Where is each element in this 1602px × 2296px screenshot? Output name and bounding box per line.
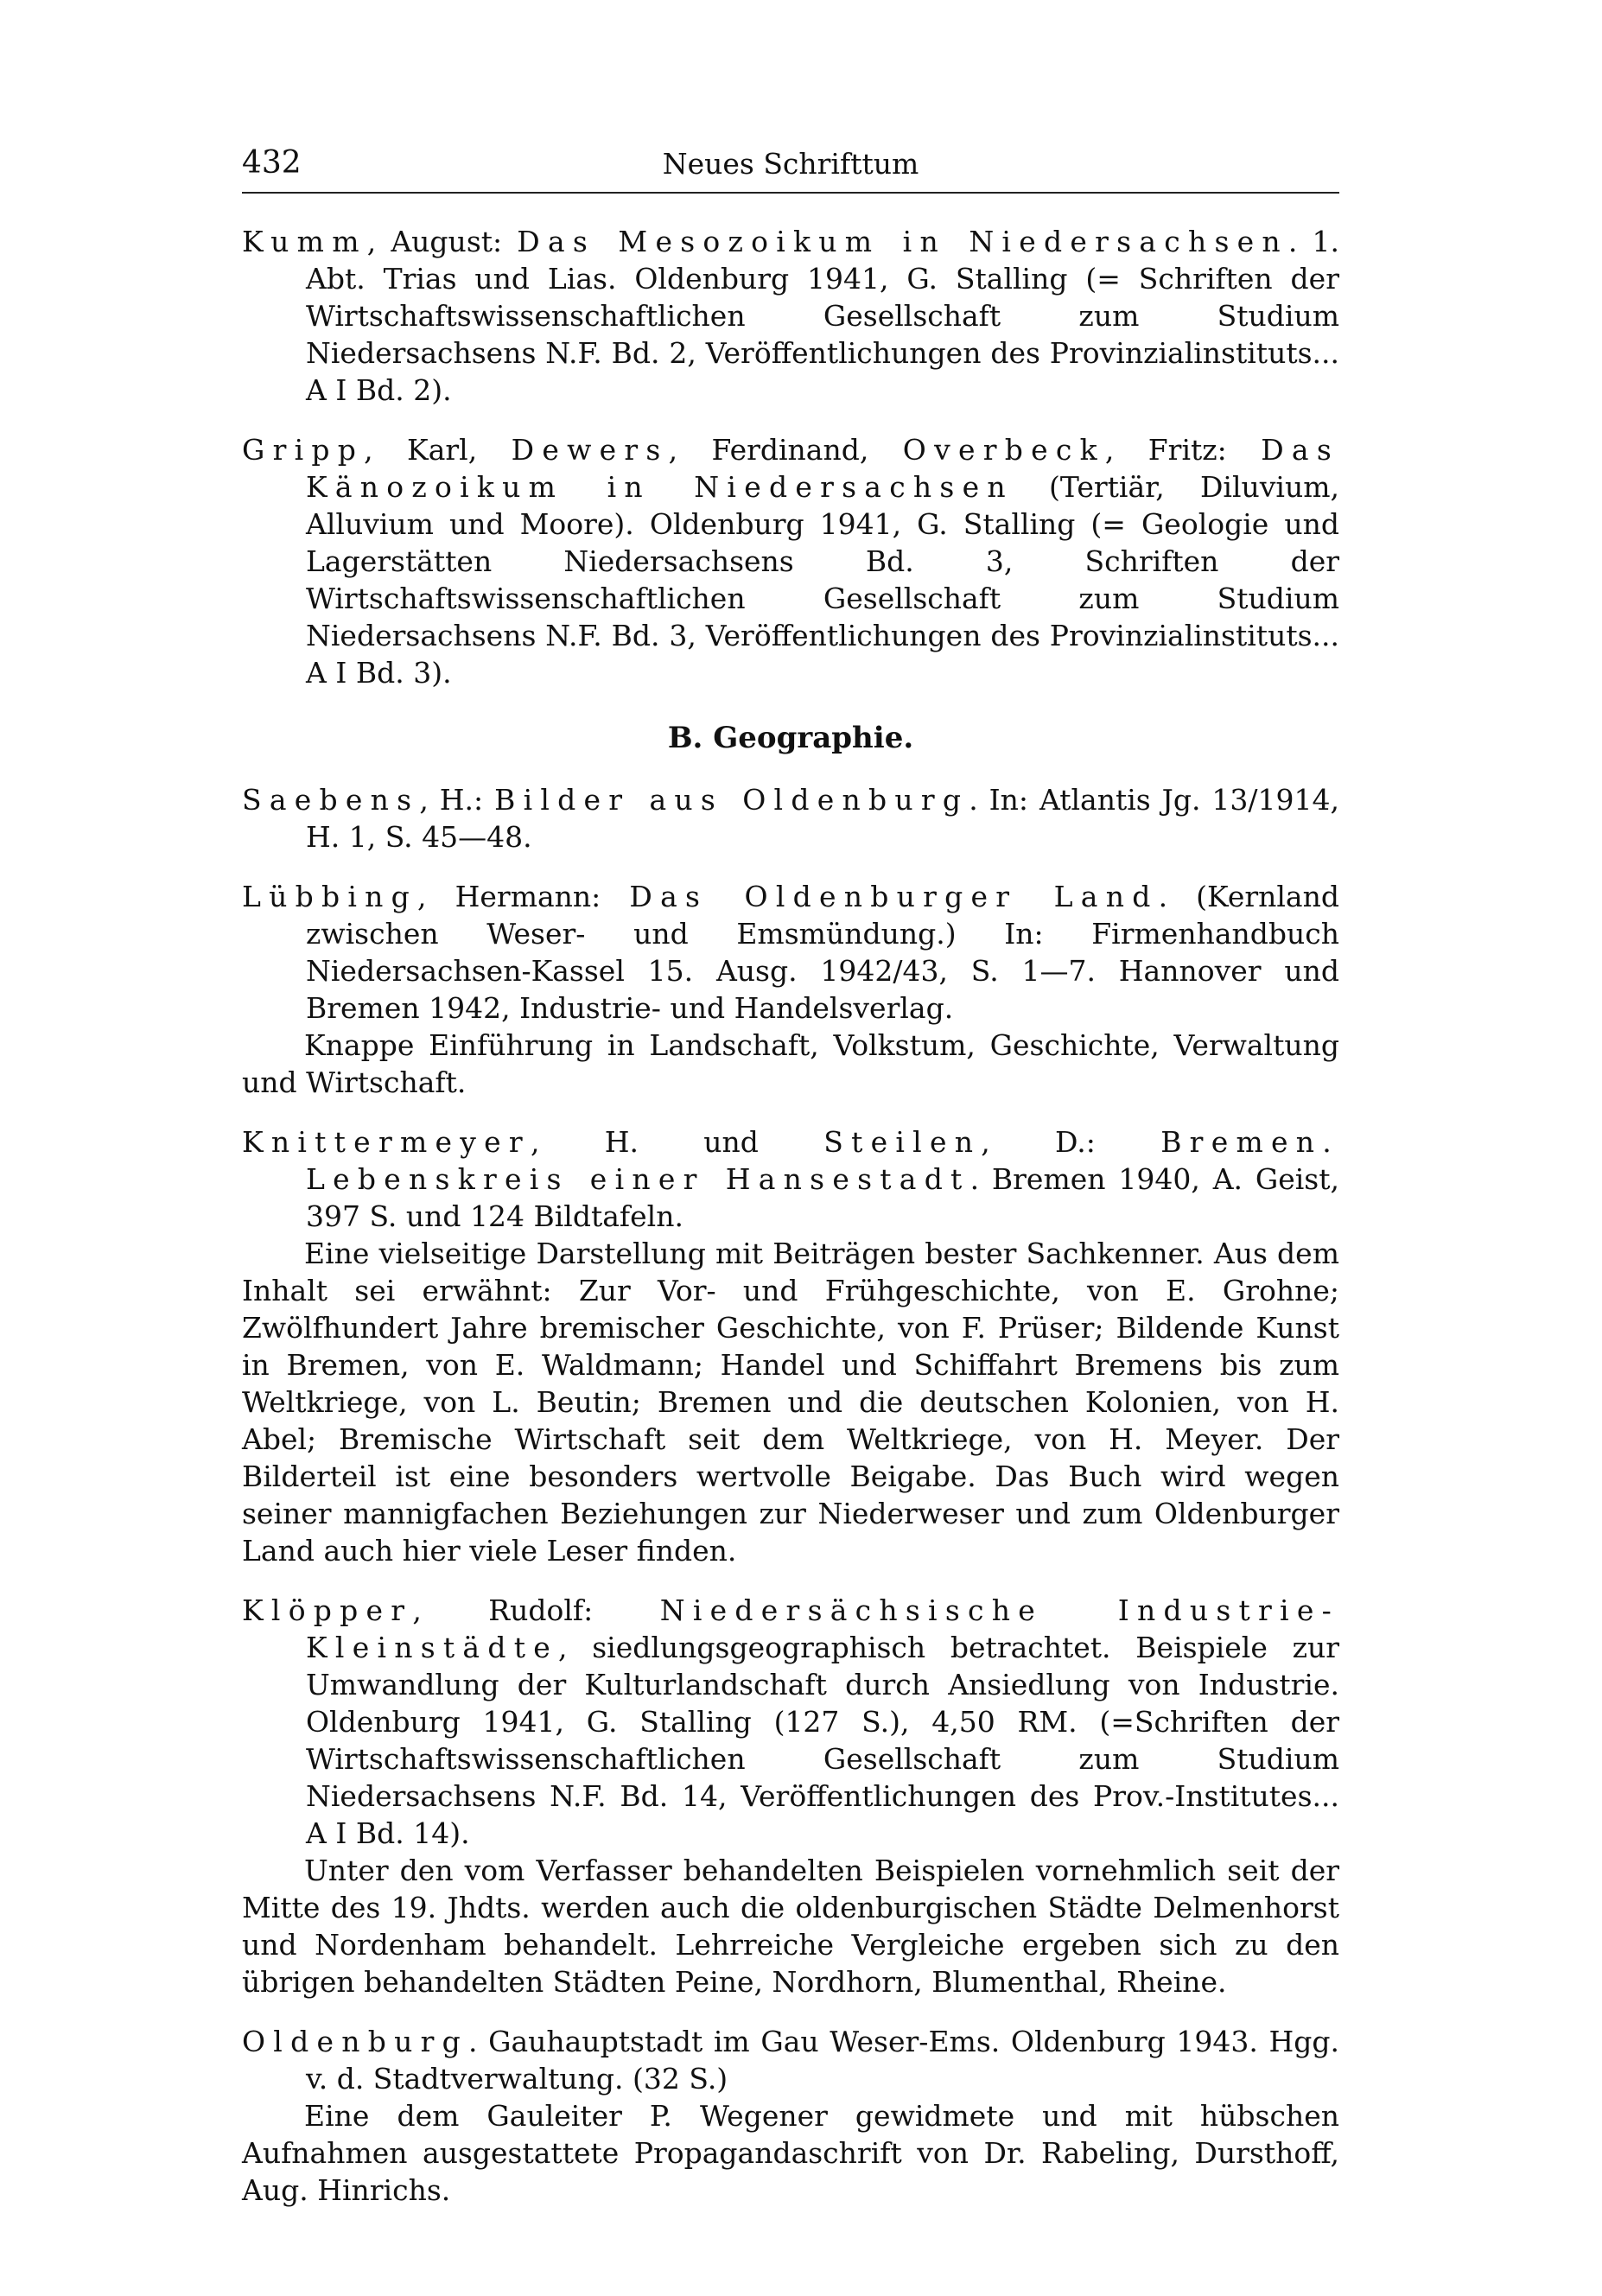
page-number: 432 bbox=[242, 145, 302, 181]
citation bbox=[242, 878, 1339, 1027]
bibliography-entry bbox=[242, 878, 1339, 1101]
entry-author: Oldenburg bbox=[242, 2025, 468, 2058]
entry-title: Niedersächsische Industrie-Kleinstädte bbox=[306, 1593, 1340, 1664]
entry-author-2-rest: , Ferdinand, bbox=[668, 433, 903, 467]
entry-author-rest: , Rudolf: bbox=[412, 1593, 660, 1627]
entry-details: . Bremen 1940, A. Geist, 397 S. und 124 Bildtafeln. bbox=[306, 1162, 1339, 1233]
citation bbox=[242, 1123, 1339, 1235]
entry-details: . In: Atlantis Jg. 13/1914, H. 1, S. 45—48. bbox=[306, 783, 1339, 854]
bibliography-entry bbox=[242, 1592, 1339, 2000]
citation bbox=[242, 781, 1339, 855]
entry-details: . (Kernland zwischen Weser- und Emsmündung.) In: Firmenhandbuch Niedersachsen-Kassel 15. Ausg. 1942/43, S. 1—7. Hannover und Bremen 1942, Industrie- und Handelsverlag. bbox=[306, 880, 1339, 1025]
citation bbox=[242, 223, 1339, 409]
page-header bbox=[242, 138, 1339, 194]
entry-author: Knittermeyer bbox=[242, 1125, 531, 1159]
section-heading: B. Geographie. bbox=[667, 721, 914, 755]
entry-author: Saebens bbox=[242, 783, 420, 817]
entry-details: . 1. Abt. Trias und Lias. Oldenburg 1941, G. Stalling (= Schriften der Wirtschaftswissenschaftlichen Gesellschaft zum Studium Niedersachsens N.F. Bd. 2, Veröffentlichungen des Provinzialinstituts... A I Bd. 2). bbox=[306, 225, 1339, 407]
entry-author-rest: , Hermann: bbox=[417, 880, 630, 913]
entry-annotation: Unter den vom Verfasser behandelten Beispielen vornehmlich seit der Mitte des 19. Jhdts. werden auch die oldenburgischen Städte Delmenhorst und Nordenham behandelt. Lehrreiche Vergleiche ergeben sich zu den übrigen behandelten Städten Peine, Nordhorn, Blumenthal, Rheine. bbox=[242, 1854, 1339, 1999]
entry-annotation: Knappe Einführung in Landschaft, Volkstum, Geschichte, Verwaltung und Wirtschaft. bbox=[242, 1028, 1339, 1099]
entry-details: . Gauhauptstadt im Gau Weser-Ems. Oldenburg 1943. Hgg. v. d. Stadtverwaltung. (32 S.) bbox=[306, 2025, 1339, 2096]
entry-author-rest: , Karl, bbox=[364, 433, 512, 467]
entry-author-rest: , H.: bbox=[419, 783, 495, 817]
citation bbox=[242, 1592, 1339, 1852]
entry-author-rest: , H. und bbox=[530, 1125, 824, 1159]
entry-author-2: Steilen bbox=[823, 1125, 982, 1159]
entry-annotation: Eine vielseitige Darstellung mit Beiträgen bester Sachkenner. Aus dem Inhalt sei erwähnt: Zur Vor- und Frühgeschichte, von E. Grohne; Zwölfhundert Jahre bremischer Geschichte, von F. Prüser; Bildende Kunst in Bremen, von E. Waldmann; Handel und Schiffahrt Bremens bis zum Weltkriege, von L. Beutin; Bremen und die deutschen Kolonien, von H. Abel; Bremische Wirtschaft seit dem Weltkriege, von H. Meyer. Der Bilderteil ist eine besonders wertvolle Beigabe. Das Buch wird wegen seiner mannigfachen Beziehungen zur Niederweser und zum Oldenburger Land auch hier viele Leser finden. bbox=[242, 1237, 1339, 1568]
entry-title: Das Känozoikum in Niedersachsen bbox=[306, 433, 1339, 504]
entry-author: Kumm bbox=[242, 225, 367, 258]
citation bbox=[242, 2023, 1339, 2097]
document-page bbox=[242, 138, 1339, 2231]
entry-author-3-rest: , Fritz: bbox=[1104, 433, 1262, 467]
entry-details: , siedlungsgeographisch betrachtet. Beispiele zur Umwandlung der Kulturlandschaft durch Ansiedlung von Industrie. Oldenburg 1941, G. Stalling (127 S.), 4,50 RM. (=Schriften der Wirtschaftswissenschaftlichen Gesellschaft zum Studium Niedersachsens N.F. Bd. 14, Veröffentlichungen des Prov.-Institutes... A I Bd. 14). bbox=[306, 1631, 1339, 1850]
entry-author: Klöpper bbox=[242, 1593, 413, 1627]
bibliography-entry bbox=[242, 431, 1339, 691]
bibliography-entry bbox=[242, 2023, 1339, 2209]
entry-annotation: Eine dem Gauleiter P. Wegener gewidmete und mit hübschen Aufnahmen ausgestattete Propagandaschrift von Dr. Rabeling, Dursthoff, Aug. Hinrichs. bbox=[242, 2099, 1339, 2207]
entry-title: Das Mesozoikum in Niedersachsen bbox=[517, 225, 1288, 258]
entry-title: Das Oldenburger Land bbox=[629, 880, 1159, 913]
entry-details: (Tertiär, Diluvium, Alluvium und Moore). Oldenburg 1941, G. Stalling (= Geologie und Lagerstätten Niedersachsens Bd. 3, Schriften der Wirtschaftswissenschaftlichen Gesellschaft zum Studium Niedersachsens N.F. Bd. 3, Veröffentlichungen des Provinzialinstituts... A I Bd. 3). bbox=[306, 470, 1339, 690]
entry-author-2-rest: , D.: bbox=[981, 1125, 1161, 1159]
bibliography-entry bbox=[242, 781, 1339, 855]
entry-author-2: Dewers bbox=[511, 433, 669, 467]
entry-title: Bremen. Lebenskreis einer Hansestadt bbox=[306, 1125, 1339, 1196]
entry-author: Lübbing bbox=[242, 880, 418, 913]
entry-author-3: Overbeck bbox=[902, 433, 1105, 467]
entry-author: Gripp bbox=[242, 433, 365, 467]
bibliography-entry bbox=[242, 223, 1339, 409]
running-title: Neues Schrifttum bbox=[662, 147, 919, 181]
entry-title: Bilder aus Oldenburg bbox=[494, 783, 969, 817]
bibliography-entry bbox=[242, 1123, 1339, 1569]
entry-author-rest: , August: bbox=[366, 225, 518, 258]
citation bbox=[242, 431, 1339, 691]
